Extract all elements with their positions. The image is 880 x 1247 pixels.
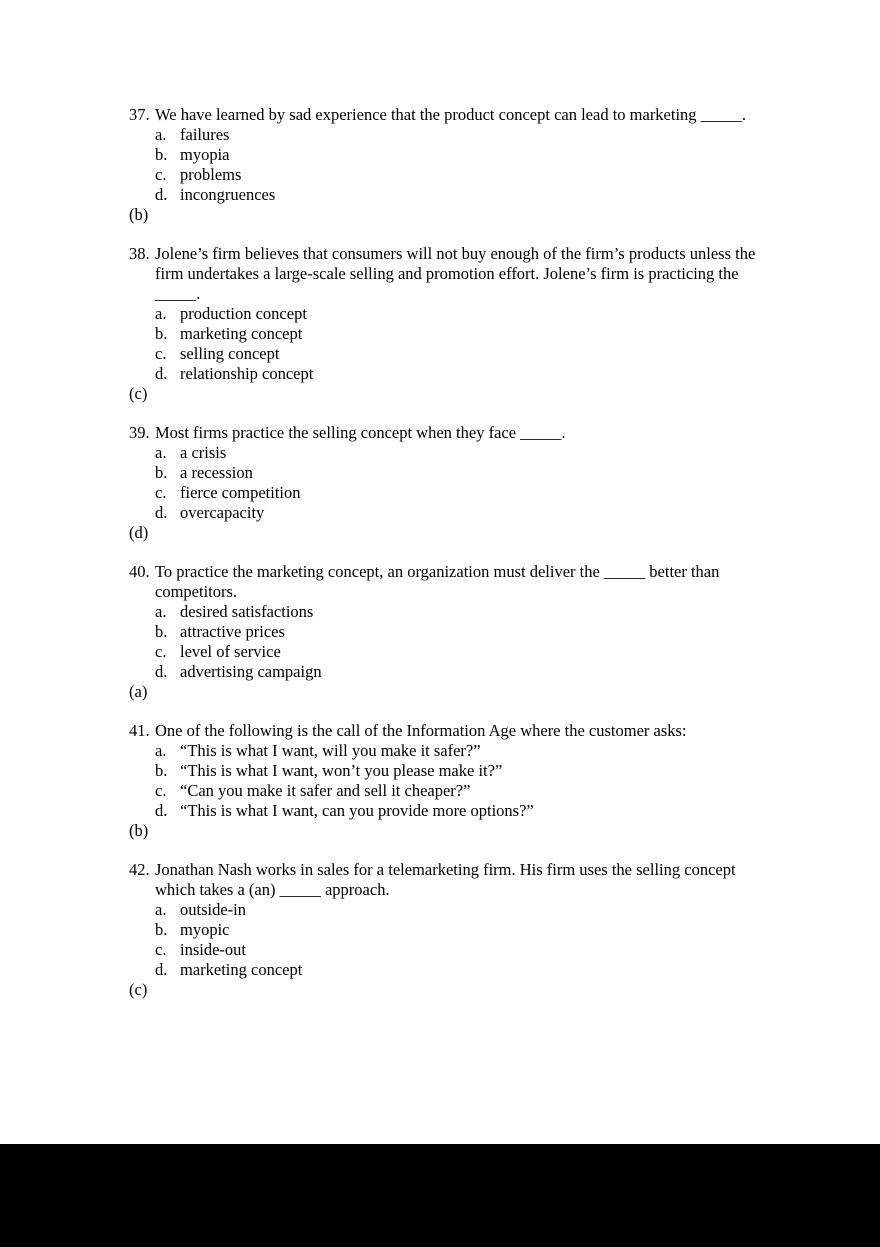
question-stem [129,105,769,125]
answer-option [129,801,769,821]
answer-key: (b) [129,821,149,840]
option-letter: d. [155,503,168,522]
answer-option [129,364,769,384]
answer-option [129,483,769,503]
option-letter: b. [155,324,168,343]
question-stem [129,423,769,443]
question-number: 42. [129,860,150,879]
answer-option [129,463,769,483]
option-text: myopic [180,920,230,939]
option-text: “This is what I want, will you make it safer?” [180,741,481,760]
answer-option [129,662,769,682]
option-text: attractive prices [180,622,285,641]
question-38 [129,244,769,404]
question-42 [129,860,769,1000]
option-text: desired satisfactions [180,602,314,621]
answer-option [129,185,769,205]
question-number: 40. [129,562,150,581]
option-letter: b. [155,622,168,641]
question-list [129,105,769,1019]
option-text: a crisis [180,443,227,462]
option-letter: b. [155,463,168,482]
option-letter: d. [155,364,168,383]
option-text: production concept [180,304,307,323]
option-text: a recession [180,463,253,482]
question-number: 37. [129,105,150,124]
answer-key: (c) [129,980,148,999]
option-text: marketing concept [180,324,303,343]
option-letter: c. [155,781,167,800]
answer-option [129,304,769,324]
answer-option [129,145,769,165]
question-text: Jolene’s firm believes that consumers will not buy enough of the firm’s products unless the firm undertakes a large-scale selling and promotion effort. Jolene’s firm is practicing the _____. [155,244,756,303]
question-stem [129,860,769,900]
option-letter: d. [155,960,168,979]
option-text: advertising campaign [180,662,322,681]
option-text: selling concept [180,344,280,363]
option-text: incongruences [180,185,276,204]
option-text: level of service [180,642,281,661]
answer-option [129,165,769,185]
option-text: relationship concept [180,364,314,383]
option-text: inside-out [180,940,246,959]
question-number: 41. [129,721,150,740]
answer-option [129,324,769,344]
question-text: One of the following is the call of the Information Age where the customer asks: [155,721,687,740]
answer-option [129,642,769,662]
question-text: To practice the marketing concept, an organization must deliver the _____ better than competitors. [155,562,720,601]
answer-option [129,920,769,940]
option-text: failures [180,125,230,144]
question-41 [129,721,769,841]
option-text: fierce competition [180,483,301,502]
option-text: overcapacity [180,503,265,522]
option-letter: a. [155,900,167,919]
option-letter: a. [155,304,167,323]
option-letter: b. [155,920,168,939]
option-letter: d. [155,662,168,681]
option-letter: c. [155,344,167,363]
question-stem [129,244,769,304]
option-letter: c. [155,165,167,184]
option-text: marketing concept [180,960,303,979]
question-stem [129,562,769,602]
answer-option [129,443,769,463]
option-letter: c. [155,940,167,959]
question-text: Jonathan Nash works in sales for a telemarketing firm. His firm uses the selling concept which takes a (an) _____ approach. [155,860,736,899]
answer-option [129,761,769,781]
answer-option [129,125,769,145]
option-text: “This is what I want, can you provide more options?” [180,801,534,820]
question-37 [129,105,769,225]
answer-key: (b) [129,205,149,224]
answer-key: (a) [129,682,148,701]
answer-option [129,741,769,761]
option-letter: c. [155,642,167,661]
option-letter: c. [155,483,167,502]
option-letter: d. [155,801,168,820]
option-letter: b. [155,761,168,780]
answer-key: (c) [129,384,148,403]
answer-option [129,900,769,920]
option-letter: a. [155,125,167,144]
answer-option [129,602,769,622]
answer-option [129,960,769,980]
option-letter: a. [155,443,167,462]
option-letter: a. [155,602,167,621]
question-40 [129,562,769,702]
answer-option [129,781,769,801]
question-number: 38. [129,244,150,263]
option-text: “This is what I want, won’t you please make it?” [180,761,503,780]
option-text: problems [180,165,242,184]
question-39 [129,423,769,543]
answer-option [129,503,769,523]
answer-option [129,344,769,364]
question-text: Most firms practice the selling concept when they face _____. [155,423,566,442]
answer-key: (d) [129,523,149,542]
option-letter: d. [155,185,168,204]
answer-option [129,622,769,642]
option-letter: a. [155,741,167,760]
answer-option [129,940,769,960]
option-text: myopia [180,145,230,164]
question-text: We have learned by sad experience that the product concept can lead to marketing _____. [155,105,747,124]
option-text: outside-in [180,900,246,919]
option-text: “Can you make it safer and sell it cheaper?” [180,781,471,800]
option-letter: b. [155,145,168,164]
question-stem [129,721,769,741]
question-number: 39. [129,423,150,442]
